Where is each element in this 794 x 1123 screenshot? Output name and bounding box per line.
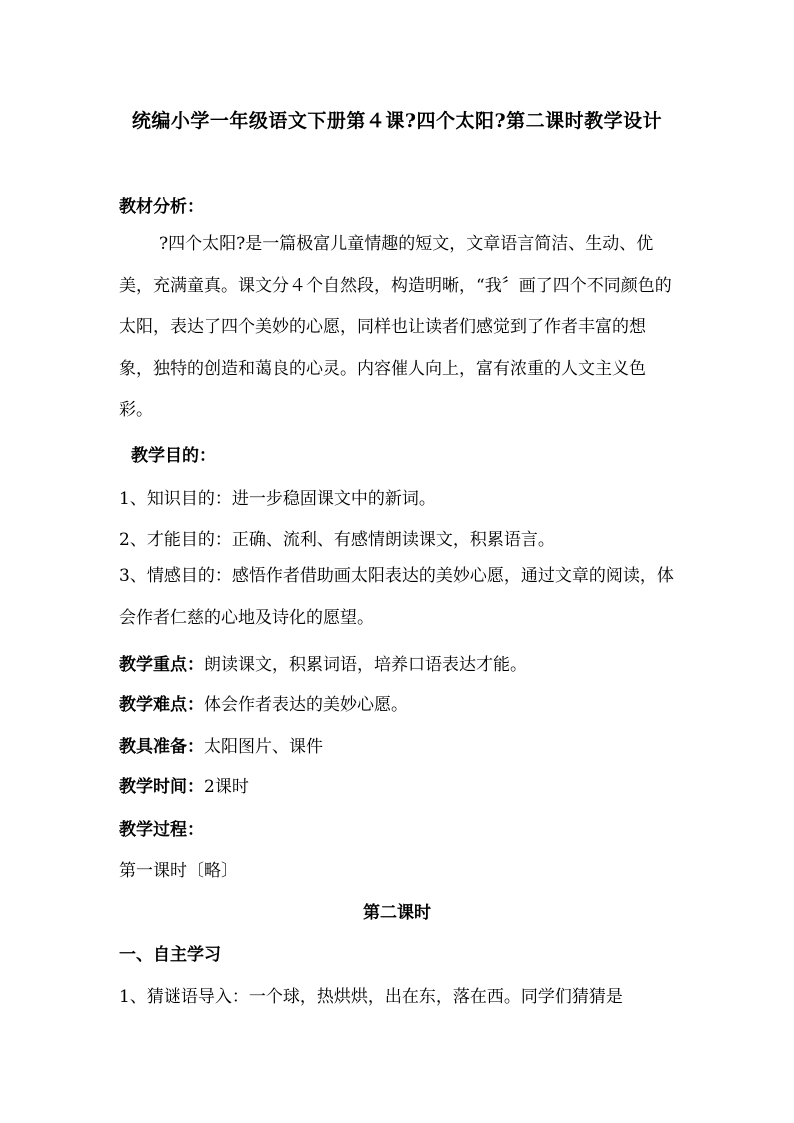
process-heading: 教学过程： bbox=[119, 820, 204, 840]
objective-item-2: 2、才能目的：正确、流利、有感情朗读课文，积累语言。 bbox=[119, 530, 555, 550]
first-lesson: 第一课时〔略〕 bbox=[119, 861, 238, 881]
step-1-text: 1、猜谜语导入：一个球，热烘烘，出在东，落在西。同学们猜猜是 bbox=[119, 987, 623, 1007]
document-title: 统编小学一年级语文下册第４课?四个太阳?第二课时教学设计 bbox=[131, 110, 663, 132]
difficulty-label: 教学难点： bbox=[119, 695, 204, 715]
second-lesson-heading: 第二课时 bbox=[363, 903, 431, 923]
tools-line bbox=[119, 732, 323, 757]
section-1-heading: 一、自主学习 bbox=[119, 945, 221, 965]
key-point-text: 朗读课文，积累词语，培养口语表达才能。 bbox=[204, 655, 527, 675]
time-text: 2课时 bbox=[204, 777, 249, 797]
time-line bbox=[119, 772, 249, 797]
difficulty-text: 体会作者表达的美妙心愿。 bbox=[204, 695, 408, 715]
objectives-heading: 教学目的： bbox=[131, 446, 216, 466]
objective-item-1: 1、知识目的：进一步稳固课文中的新词。 bbox=[119, 489, 436, 509]
tools-text: 太阳图片、课件 bbox=[204, 737, 323, 757]
time-label: 教学时间： bbox=[119, 777, 204, 797]
objective-item-3: 3、情感目的：感悟作者借助画太阳表达的美妙心愿，通过文章的阅读，体会作者仁慈的心地及诗化的愿望。 bbox=[119, 566, 674, 628]
analysis-heading: 教材分析： bbox=[119, 197, 204, 217]
tools-label: 教具准备： bbox=[119, 737, 204, 757]
key-point-line bbox=[119, 650, 527, 675]
key-point-label: 教学重点： bbox=[119, 655, 204, 675]
analysis-paragraph: ?四个太阳?是一篇极富儿童情趣的短文，文章语言简洁、生动、优美，充满童真。课文分４个自然段，构造明晰，“我〞画了四个不同颜色的太阳，表达了四个美妙的心愿，同样也让读者们感觉到了作者丰富的想象，独特的创造和蔼良的心灵。内容催人向上，富有浓重的人文主义色彩。 bbox=[119, 234, 672, 420]
difficulty-line bbox=[119, 690, 408, 715]
